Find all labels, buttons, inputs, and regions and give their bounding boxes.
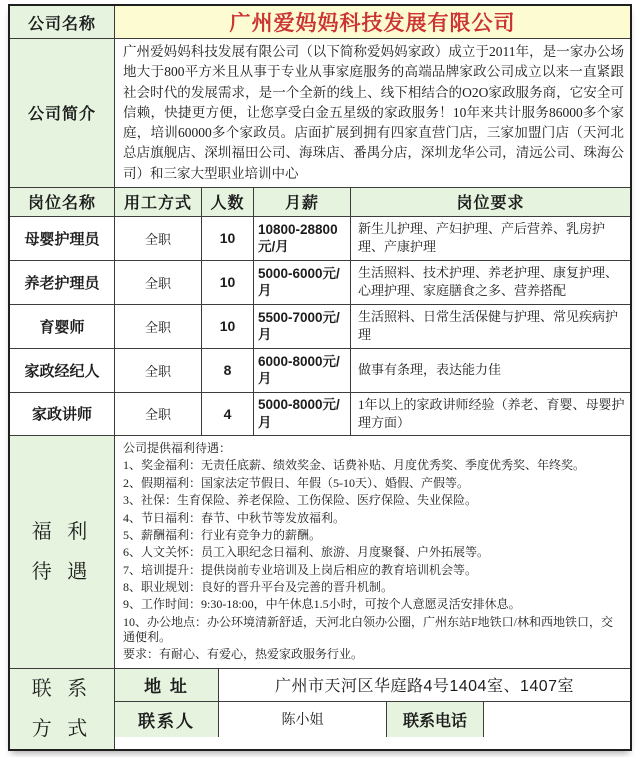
job-row	[10, 261, 630, 305]
company-intro-label: 公司简介	[10, 39, 115, 187]
welfare-line: 5、薪酬福利：行业有竞争力的薪酬。	[123, 527, 322, 542]
welfare-line: 4、节日福利：春节、中秋节等发放福利。	[123, 510, 346, 525]
job-count: 10	[202, 261, 254, 304]
contact-label-line1: 联 系	[31, 677, 93, 700]
job-row	[10, 349, 630, 393]
welfare-line: 6、人文关怀：员工入职纪念日福利、旅游、月度聚餐、户外拓展等。	[123, 545, 490, 560]
job-salary: 5500-7000元/月	[254, 305, 351, 348]
address-label: 地 址	[115, 669, 219, 701]
welfare-line: 3、社保：生育保险、养老保险、工伤保险、医疗保险、失业保险。	[123, 493, 478, 508]
welfare-label-line1: 福 利	[31, 520, 93, 543]
address-value: 广州市天河区华庭路4号1404室、1407室	[274, 678, 575, 696]
job-count: 8	[202, 349, 254, 392]
header-requirements: 岗位要求	[456, 195, 525, 213]
job-requirements: 做事有条理，表达能力佳	[358, 362, 502, 378]
welfare-line: 9、工作时间：9:30-18:00，中午休息1.5小时，可按个人意愿灵活安排休息。	[123, 597, 521, 612]
job-count: 10	[202, 217, 254, 260]
welfare-line: 2、假期福利：国家法定节假日、年假（5-10天）、婚假、产假等。	[123, 475, 469, 490]
company-intro-row	[10, 39, 630, 188]
welfare-row	[10, 436, 630, 669]
phone-label: 联系电话	[387, 702, 484, 737]
page-bottom-margin	[0, 751, 640, 757]
job-salary: 5000-8000元/月	[254, 393, 351, 435]
contact-details	[115, 669, 630, 749]
header-employment-type: 用工方式	[115, 188, 202, 216]
contact-person-row	[115, 702, 630, 737]
welfare-line: 10、办公地点：办公环境清新舒适，天河北白领办公圈，广州东站F地铁口/林和西地铁口，交通便利。	[123, 614, 614, 645]
welfare-line: 1、奖金福利：无责任底薪、绩效奖金、话费补贴、月度优秀奖、季度优秀奖、年终奖。	[123, 458, 586, 473]
contact-person-value: 陈小姐	[219, 702, 387, 737]
contact-label-line2: 方 式	[31, 717, 93, 740]
job-row	[10, 305, 630, 349]
job-requirements: 1年以上的家政讲师经验（养老、育婴、母婴护理方面）	[358, 396, 625, 430]
contact-label	[10, 669, 115, 749]
job-salary: 10800-28800元/月	[254, 217, 351, 260]
job-requirements: 生活照料、日常生活保健与护理、常见疾病护理	[358, 309, 619, 343]
welfare-label-line2: 待 遇	[31, 560, 93, 583]
welfare-line: 要求：有耐心、有爱心，热爱家政服务行业。	[123, 647, 364, 662]
header-position: 岗位名称	[10, 188, 115, 216]
job-type: 全职	[115, 261, 202, 304]
contact-block	[10, 669, 630, 749]
job-type: 全职	[115, 349, 202, 392]
positions-header-row	[10, 188, 630, 217]
company-name-value: 广州爱妈妈科技发展有限公司	[115, 6, 630, 38]
job-type: 全职	[115, 393, 202, 435]
job-title: 育婴师	[10, 305, 115, 348]
company-name-label: 公司名称	[10, 6, 115, 38]
job-title: 母婴护理员	[10, 217, 115, 260]
job-row	[10, 393, 630, 436]
contact-person-label: 联系人	[115, 702, 219, 737]
welfare-list	[115, 436, 630, 668]
company-intro-text: 广州爱妈妈科技发展有限公司（以下简称爱妈妈家政）成立于2011年，是一家办公场地大于800平方米且从事于专业从事家庭服务的高端品牌家政公司成立以来一直紧跟社会时代的发展需求，是一个全新的线上、线下相结合的O2O家政服务商，它安全可信赖，快捷更方便，让您享受白金五星级的家政服务！10年来共计服务86000多个家庭，培训60000多个家政员。店面扩展到拥有四家直营门店，三家加盟门店（天河北总店旗舰店、深圳福田公司、海珠店、番禺分店，深圳龙华公司，清远公司、珠海公司）和三家大型职业培训中心	[123, 44, 624, 181]
company-name-row	[10, 6, 630, 39]
job-type: 全职	[115, 305, 202, 348]
job-salary: 6000-8000元/月	[254, 349, 351, 392]
welfare-line: 公司提供福利待遇：	[123, 441, 232, 456]
job-title: 养老护理员	[10, 261, 115, 304]
job-type: 全职	[115, 217, 202, 260]
welfare-label	[10, 436, 115, 668]
job-title: 家政讲师	[10, 393, 115, 435]
job-row	[10, 217, 630, 261]
address-row	[115, 669, 630, 702]
header-salary: 月薪	[254, 188, 351, 216]
recruitment-table	[8, 4, 632, 751]
job-salary: 5000-6000元/月	[254, 261, 351, 304]
job-count: 4	[202, 393, 254, 435]
header-count: 人数	[202, 188, 254, 216]
welfare-line: 7、培训提升：提供岗前专业培训及上岗后相应的教育培训机会等。	[123, 562, 478, 577]
job-requirements: 生活照料、技术护理、养老护理、康复护理、心理护理、家庭膳食之多、营养搭配	[358, 265, 619, 299]
job-requirements: 新生儿护理、产妇护理、产后营养、乳房护理、产康护理	[358, 221, 606, 255]
job-count: 10	[202, 305, 254, 348]
welfare-line: 8、职业规划：良好的晋升平台及完善的晋升机制。	[123, 580, 394, 594]
job-title: 家政经纪人	[10, 349, 115, 392]
phone-value	[484, 702, 630, 737]
